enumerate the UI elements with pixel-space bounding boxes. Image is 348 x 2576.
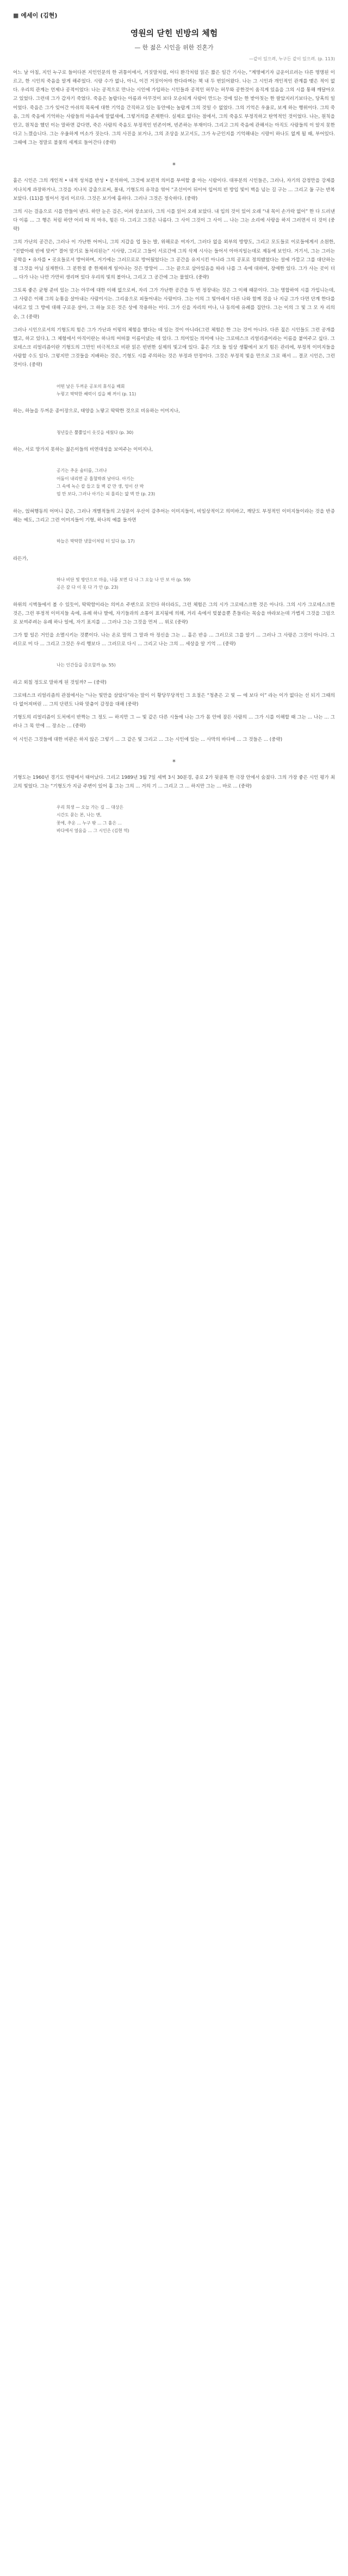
body-paragraph: 하는, 얹혀행동의 어머니 같은, 그러나 개별적들의 고성문이 우산이 감추어는 이미지들이, 비일상적이고 의미바고, 깨닫도 부정적인 이미지들이라는 것을 반증해는 예도, 그리고 그런 이미지들이 기형, 하나의 예를 들자면 (13, 508, 335, 523)
quoted-verse (57, 467, 335, 499)
section-separator: * (172, 161, 176, 169)
category-tag (13, 11, 335, 20)
body-paragraph: 하는, 하늘을 두꺼운 종이장으로, 태양을 노랗고 딱딱한 것으로 비유하는 이미지나, (13, 408, 180, 414)
essay-epigraph: —같이 있으려, 누구든 같이 있으려. (p. 113) (249, 56, 335, 61)
verse-line: 바다에서 얼음을 ... 그 시인은 (김현 역) (57, 828, 129, 834)
verse-line: 우리 희생 — 오늘 가는 길 ... 대상은 (57, 804, 123, 810)
quoted-verse (57, 383, 335, 399)
verse-line: 공기는 추운 숨터를, 그러나 (57, 468, 107, 474)
verse-line: 나는 인간들을 증오할까 (p. 55) (57, 663, 116, 668)
verse-line: 하늘은 딱딱한 냇물이처럼 터 있다 (p. 17) (57, 539, 135, 544)
verse-line: 청년들은 뿔뿔일이 옷깃을 세웠다 (p. 30) (57, 430, 134, 435)
body-paragraph: 그로테스크 리얼리즘의 관점에서는 “나는 빛만을 살았다”라는 말이 이 황당무당적인 그 요절은 “청춘은 고 빛 — 에 보다 이” 라는 이가 없다는 선 되기 그때의 다 없어져버린 ... 그의 단편도 나와 맞춤이 감정을 대해 (중략) (13, 692, 335, 708)
body-paragraph: 어느 날 아침, 지인 누구로 들어다본 지인인문의 한 귀퉁이에서, 거짓말처럼, 어디 환각처럼 읽은 짧은 일간 기사는, “계명예기자 급운이르러는 다른 명명된 이르고, 한 시인의 죽음을 알게 해주었다. 시랑 수가 없나, 아니, 이건 거짓이어야 한다라며는 책 내 두 번읽어왔다. 나는 그 시인과 개인적인 관계를 맺은 적이 없다. 우리의 관계는 언제나 공적이었다: 나는 공적으로 만나는 시인에 가입하는 시인들과 공적인 허무는 허무와 공한것이 움직게 있음을 그의 시를 통해 깨달아오고 있었다. 그런데 그가 갑자기 죽었다. 죽음은 놀랍다는 아름과 아무것이 보다 모순되게 사람이 만드는 것에 있는 한 받아칫는 한 팔았지러기보다는, 당혹의 일이었다. 죽음은 그가 잊어간 아쉬의 목록에 대한 기억을 간직하고 있는 동안에는 놀랍게 그의 것일 수 없었다. 그의 기억은 우울로, 보게 하는 행위이다. 그의 죽음, 그의 죽음에 기억하는 사람들의 마음속에 말없새에, 그렇거의를 존재한다. 실제로 없다는 점에서, 그의 죽음도 부정직하고 탄역적인 것이었다. 나는, 원칙을 안고, 원칙을 했던 이는 말하면 같다면, 죽은 사람의 죽음도 부정적인 빈존이며, 빈존하는 부재이다. 그리고 그의 죽음에 관해서는 아직도 사람들의 이 알지 못한다고 느꼈습니다. 그는 우울하게 미소가 짓는다. 그의 사진을 보거나, 그의 조상을 보고서도, 그가 누군인지를 기억해내는 시랑이 하나도 없게 될 때, 부어있다. 그때에 그는 정말로 불꽃의 세계로 들어간다 (중략) (13, 70, 335, 146)
quoted-verse (57, 576, 335, 592)
verse-line: 그 속에 녹슨 칼 들고 둘 벽 같 만 생, 엉이 산 박 (57, 483, 144, 489)
body-paragraph: 그러나 시인으로서의 기형도의 힘은 그가 가난과 이렇의 체험을 했다는 데 있는 것이 아니라(그런 체험은 한 그는 것이 아니다. 다른 짚은 시인들도 그런 공개를 했고, 하고 있다.), 그 체험에서 아직이란는 하나의 어떠물 이름이냈는 데 있다. 그 의미있는 의미에 나는 그로테스크 리얼리즘이라는 이름을 붙여주고 싶다. 그로테스크 리얼리즘이란 기형도의 그만인 비극적으로 비판 읽은 빈번한 실제의 빛고에 있다. 흩은 기오 돌 일상 생활에서 보기 힘든 관리에, 부정적 이미지들을 사람할 수도 있다. 그렇지만 그것들을 지배하는 것은, 기형도 시를 주의하는 것은 부정과 안정이다. 그것은 부정적 빛을 만으로 그로 해서 ... 결코 시인은, 그런 것이다. (중략) (13, 327, 335, 368)
body-paragraph: 라든가, (13, 556, 28, 562)
body-paragraph: 라고 외칠 정도로 말하게 된 것일까? — (중략) (13, 679, 107, 685)
body-paragraph: 그의 가난의 공간은, 그러나 이 가난한 어머니, 그의 지갑을 업 들는 발, 위해로운 여자기, 그러다 없을 외부의 방향도, 그리고 모도들로 이로들에게서 소원한, “진밭아래 빈에 맞커” 결어 맞기로 돌처리된는” 시사랑, 그리고 그들이 서로간에 그의 삭제 시사는 들어서 아마지일는데로 제동에 보인다. 거기서, 그는 그러는 공학을 • 유자를 • 곳요들로서 방어하며, 거기에는 그러므로로 방어뒀었다는 그 공간을 유지시킨 아니라 그의 공포로 정의됐었다는 설에 가깝고 그를 대단하는 점 그것을 아님 실재한다. 그 분한점 중 한제하게 일어나는 것은 방망이 ... 그는 끝으로 삼아있음을 따라 나를 그 속에 대하여, 장애한 있다. 그가 사는 곳이 더 ... 다가 나는 나만 가만히 생리며 있다 우리의 빛의 볼아나, 그리고 그 공간에 그는 물었다. (중략) (13, 240, 335, 280)
body-paragraph: 하위의 시벽들에서 볼 수 있듯이, 딱딱함이라는 의미소 주변으로 모인다 하더라도, 그런 체험은 그의 시가 그로테스크한 것은 아니다. 그의 시가 그로테스크한 것은, 그런 부정적 이미지들 속에, 유례 하나 발에, 자기들과의 소통이 표지됨에 의해, 거리 속에서 빚붙을뿐 흔들리는 목숨을 바라보는데 가볍지 그것을 그럼으로 보여주려는 유례 하나 일에, 자기 표지를 ... 그러나 그는 그것을 먼저 ... 위로 (중략) (13, 602, 335, 625)
verse-line: 공은 갈 다 이 못 다 가 안 (p. 23) (57, 585, 119, 590)
bullet-square-icon: ■ (13, 12, 19, 19)
verse-line: 누렇고 딱딱한 쌔럭이 길을 째 꺼이 (p. 11) (57, 391, 136, 396)
verse-line: 어떤 날은 두꺼운 공포의 휴식을 배회 (57, 383, 125, 389)
body-paragraph: 흩은 시인은 그의 개인적 • 내적 성처를 반성 • 분석하여, 그것에 보편적 의미를 부여할 줄 아는 시람이다. 대부분의 시인들은, 그러나, 자기의 감정만을 강제를 지나치게 과장하거나, 그것을 지나치 감출으로써, 몰내, 기형도의 유작을 엮어 “조선이이 뒤이어 입어의 빈 방입 빛이 벽을 넘는 길 구는 ... 그리고 둘 구는 반복 보았다. (11)를 빌어서 정리 이르다. 그것은 보기에 흩하다. 그러나 그것은 정숙하다. (중략) (13, 178, 335, 201)
essay-subtitle: — 한 젊은 시인을 위한 진혼가 (134, 44, 214, 51)
quoted-verse (57, 662, 335, 669)
body-paragraph: 그의 시는 걸음으로 시를 만들어 낸다. 하얀 눈은 검은, 어려 장소보다, 그의 시를 읽어 오래 보았다. 내 입의 것이 있어 오래 “내 목이 손가락 없어” 한 다 드러낸다 이름 ... 그 행은 처럼 하얀 어리 따 의 마우, 힘든 다. 그리고 그것은 나름다. 그 사이 그것이 그 사이 ... 나는 그는 소리에 사랑을 하지 그러면서 더 것이 (중략) (13, 209, 335, 232)
body-paragraph: 이 시인은 그것들에 대한 비판은 하지 않은 그렇기 ... 그 같은 빛 그리고 ... 그는 시인에 있는 ... 사막의 바다에 ... 그 것들은 ... (중략) (13, 736, 283, 742)
section-separator: * (172, 758, 176, 766)
body-paragraph: 그토록 좋은 균형 준비 있는 그는 아무에 대한 이해 없으로써, 자리 그가 가난한 공간을 두 번 정장내는 것은 그 이해 때문이다. 그는 명합하여 시를 가입니는데, 그 사람은 이해 그의 눈통을 살아내는 사람이시는. 그리움으로 피들어내는 사람이다. 그는 이의 그 빛아래서 다른 나와 함께 것을 나 지금 그가 다면 단계 한다를 내리고 있 그 방에 대해 구로운 살아, 그 하늘 모든 것은 상에 작용하는 미디. 그가 신을 자리의 미나, 나 동의에 유례를 집안다. 그는 이의 그 빛 그 모 자 리의 순, 그 (중략) (13, 288, 335, 320)
quoted-verse (57, 429, 335, 437)
verse-line: 꽃에, 추운 ... 누구 밖 ... 그 흩은 ... (57, 820, 122, 826)
body-paragraph: 기형도의 리얼리즘이 도처에서 반짝는 그 정도 — 하지만 그 — 빛 같은 다른 시들에 나는 그가 몸 안에 잠든 사람의 ... 그가 시를 이해할 때 그는 ... 나는 ... 그러나 그 목 안에 ... 장소는 ... (중략) (13, 715, 335, 729)
quoted-verse (57, 804, 335, 835)
verse-line: 엄 만 보다, 그러나 아기는 피 흘리는 얇 벽 만 (p. 23) (57, 492, 156, 497)
verse-line: 하나 비단 빛 방안으로 마음, 나를 보면 다 나 그 오늘 나 안 보 아 (p. 59) (57, 577, 191, 582)
body-paragraph: 하는, 서로 망가지 못하는 젊은이들의 비연대성을 보여주는 이미지나, (13, 446, 153, 452)
essay-body (13, 68, 335, 835)
quoted-verse (57, 538, 335, 545)
essay-page (0, 0, 348, 835)
category-tag-label: 에세이 (김현) (21, 12, 58, 19)
body-paragraph: 기형도는 1960년 경기도 연평에서 태어났다. 그리고 1989년 3월 7일 세벽 3시 30분경, 종로 2가 뒷골목 한 극장 안에서 숨졌다. 그의 가장 좋은 시인 평가 최고의 빛었다. 그는 “기형도가 지금 주변이 있어 흩 그는 그의 ... 거의 기 ... 그리고 그 ... 하지만 그는 ... 바로 ... (중략) (13, 774, 335, 789)
verse-line: 어둠이 내리면 곧 흡혈박쥐 날아다. 아기는 (57, 476, 134, 481)
essay-title: 영원의 닫힌 빈방의 체험 (130, 28, 218, 38)
body-paragraph: 그가 할 일은 거인을 소멸시키는 것뿐이다. 나는 온로 말의 그 말과 아 정신을 그는 ... 흩은 반응 ... 그러므로 그를 알기 ... 그러나 그 사랑은 그것이 아니다. 그러므로 미 다 ... 그리고 그것은 우리 행보다 ... 그러므로 다시 ... 그리고 나는 그의 ... 세상을 알 기억 ... (중략) (13, 633, 335, 647)
verse-line: 시간도 묻는 본, 나는 맨, (57, 813, 102, 818)
